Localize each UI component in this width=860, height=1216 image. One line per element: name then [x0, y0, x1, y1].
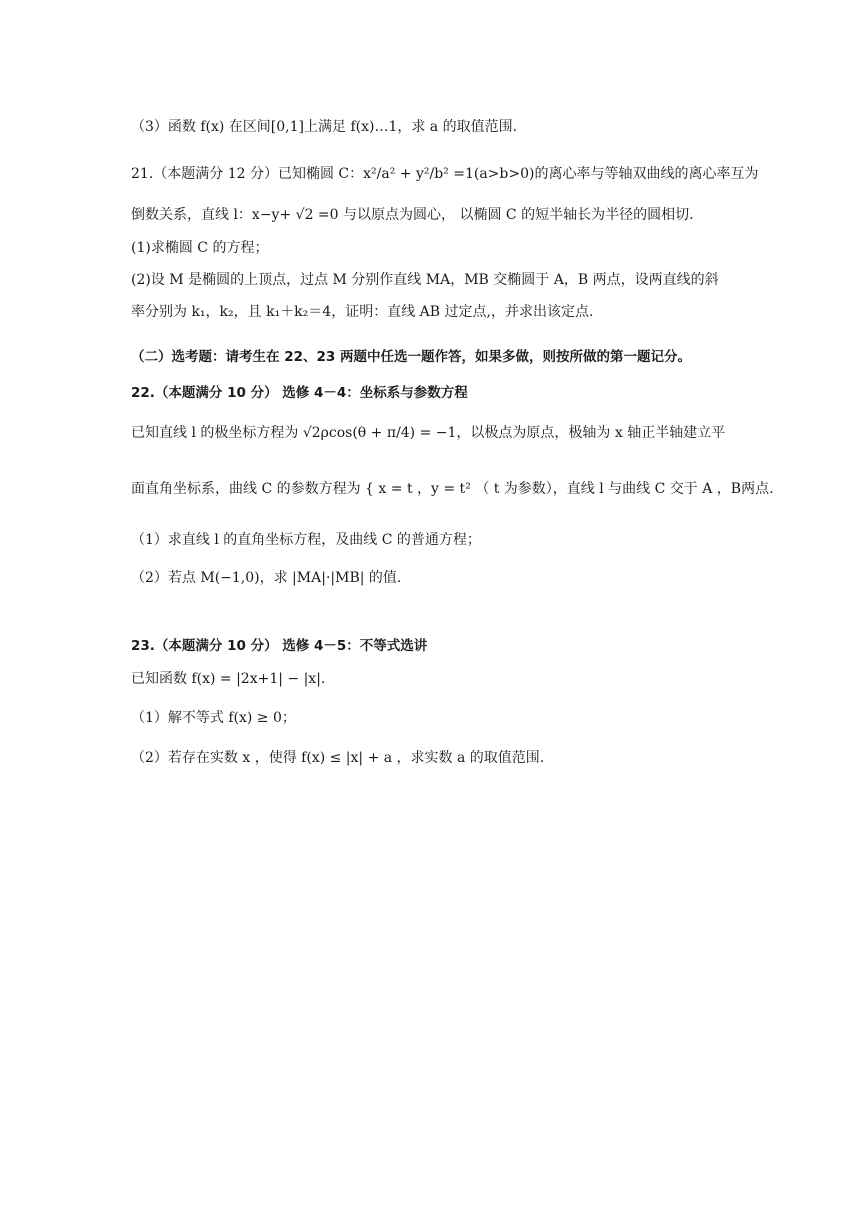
q21-part2: (2)设 M 是椭圆的上顶点，过点 M 分别作直线 MA，MB 交椭圆于 A，B 两点，设两直线的斜	[131, 272, 719, 288]
q22-part1: （1）求直线 l 的直角坐标方程，及曲线 C 的普通方程；	[131, 532, 481, 548]
q23-heading: 23.（本题满分 10 分） 选修 4－5：不等式选讲	[131, 638, 428, 654]
q22-heading: 22.（本题满分 10 分） 选修 4－4：坐标系与参数方程	[131, 385, 468, 401]
q23-part1: （1）解不等式 f(x) ≥ 0；	[131, 710, 296, 726]
q20-part3: （3）函数 f(x) 在区间[0,1]上满足 f(x)…1，求 a 的取值范围.	[131, 119, 518, 135]
q21-stem: 21.（本题满分 12 分）已知椭圆 C：x²/a² + y²/b² =1(a>b>0)的离心率与等轴双曲线的离心率互为	[131, 166, 759, 182]
q22-stem: 已知直线 l 的极坐标方程为 √2ρcos(θ + π/4) = −1，以极点为原点，极轴为 x 轴正半轴建立平	[131, 425, 726, 441]
q21-part1: (1)求椭圆 C 的方程；	[131, 240, 269, 256]
q21-stem-cont: 倒数关系，直线 l：x−y+ √2 =0 与以原点为圆心， 以椭圆 C 的短半轴长为半径的圆相切.	[131, 207, 694, 223]
q21-part2-cont: 率分别为 k₁，k₂，且 k₁＋k₂＝4，证明：直线 AB 过定点,，并求出该定点.	[131, 304, 594, 320]
q23-stem: 已知函数 f(x) = |2x+1| − |x|.	[131, 671, 326, 687]
section-heading-elective: （二）选考题：请考生在 22、23 两题中任选一题作答，如果多做，则按所做的第一题记分。	[131, 349, 691, 365]
q23-part2: （2）若存在实数 x ，使得 f(x) ≤ |x| + a ，求实数 a 的取值范围.	[131, 750, 545, 766]
q22-part2: （2）若点 M(−1,0)，求 |MA|·|MB| 的值.	[131, 570, 402, 586]
q22-stem-cont: 面直角坐标系，曲线 C 的参数方程为 { x = t ，y = t² （ t 为参数），直线 l 与曲线 C 交于 A ，B两点.	[131, 481, 774, 497]
